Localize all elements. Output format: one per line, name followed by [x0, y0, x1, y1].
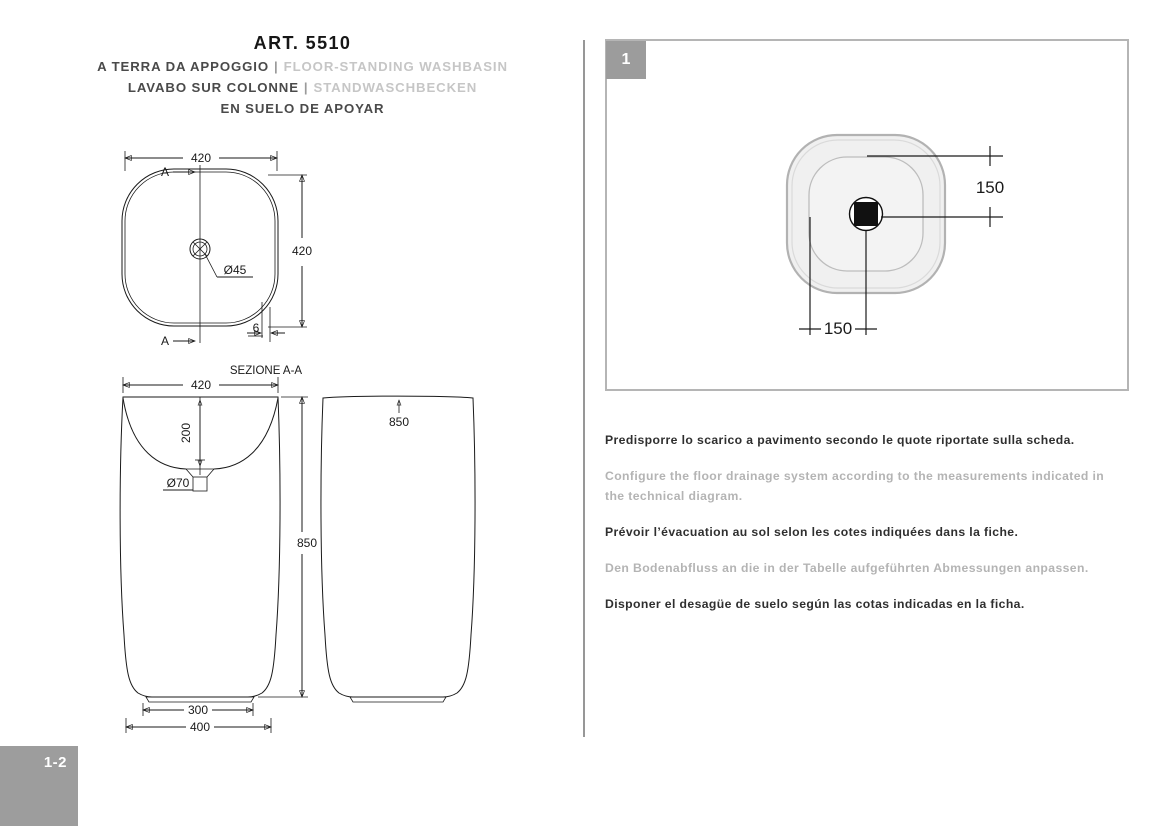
note-english: Configure the floor drainage system according to the measurements indicated in the technical diagram.: [605, 469, 1105, 503]
page-number-badge: [0, 746, 78, 826]
title-separator: |: [303, 80, 309, 95]
dim-width-top-label: 420: [190, 151, 212, 165]
product-header: [40, 33, 565, 119]
dim-bowl-depth-label: 200: [179, 422, 193, 444]
dim-height-side-label: 850: [388, 415, 410, 429]
column-divider: [583, 40, 585, 737]
title-line-fr-de: [40, 77, 565, 98]
title-english: FLOOR-STANDING WASHBASIN: [283, 59, 508, 74]
section-view-drawing: [120, 365, 317, 734]
dim-base-300-label: 300: [187, 703, 209, 717]
bowl-curve-right: [214, 398, 278, 469]
dim-height-section-label: 850: [296, 536, 318, 550]
dim-foot-400-label: 400: [189, 720, 211, 734]
title-italian: A TERRA DA APPOGGIO: [97, 59, 270, 74]
title-line-it-en: [40, 56, 565, 77]
drain-square: [854, 202, 878, 226]
technical-drawings: [100, 130, 500, 745]
title-spanish: EN SUELO DE APOYAR: [220, 101, 385, 116]
side-view-drawing: [321, 396, 475, 702]
panel-number: 1: [621, 51, 631, 68]
installation-notes: [605, 430, 1117, 630]
title-line-es: [40, 98, 565, 119]
section-letter-bottom: A: [160, 334, 170, 348]
article-number: ART. 5510: [253, 33, 352, 53]
bowl-curve-left: [123, 398, 186, 469]
page-number: 1-2: [43, 754, 67, 771]
dim-height-top-label: 420: [291, 244, 313, 258]
section-title: SEZIONE A-A: [229, 365, 303, 377]
base-plate: [146, 697, 254, 702]
note-french: Prévoir l’évacuation au sol selon les cotes indiquées dans la fiche.: [605, 525, 1019, 539]
drain-diameter-label: Ø45: [223, 263, 247, 277]
note-spanish: Disponer el desagüe de suelo según las cotas indicadas en la ficha.: [605, 597, 1025, 611]
dim-150-vertical-label: 150: [975, 178, 1005, 197]
side-base-plate: [350, 697, 446, 702]
floor-drain-diagram: [700, 100, 1030, 350]
title-german: STANDWASCHBECKEN: [313, 80, 478, 95]
top-view-drawing: [122, 151, 312, 348]
note-italian: Predisporre lo scarico a pavimento secondo le quote riportate sulla scheda.: [605, 433, 1075, 447]
title-separator: |: [274, 59, 279, 74]
side-outline: [321, 396, 475, 697]
panel-number-badge: [606, 41, 646, 79]
dim-150-horizontal-label: 150: [823, 319, 853, 338]
note-german: Den Bodenabfluss an die in der Tabelle aufgeführten Abmessungen anpassen.: [605, 561, 1089, 575]
title-french: LAVABO SUR COLONNE: [127, 80, 299, 95]
dim-width-section-label: 420: [190, 378, 212, 392]
drain70-label: Ø70: [166, 476, 190, 490]
dim-wall-thickness-label: 6: [252, 321, 260, 335]
section-letter-top: A: [160, 165, 170, 179]
